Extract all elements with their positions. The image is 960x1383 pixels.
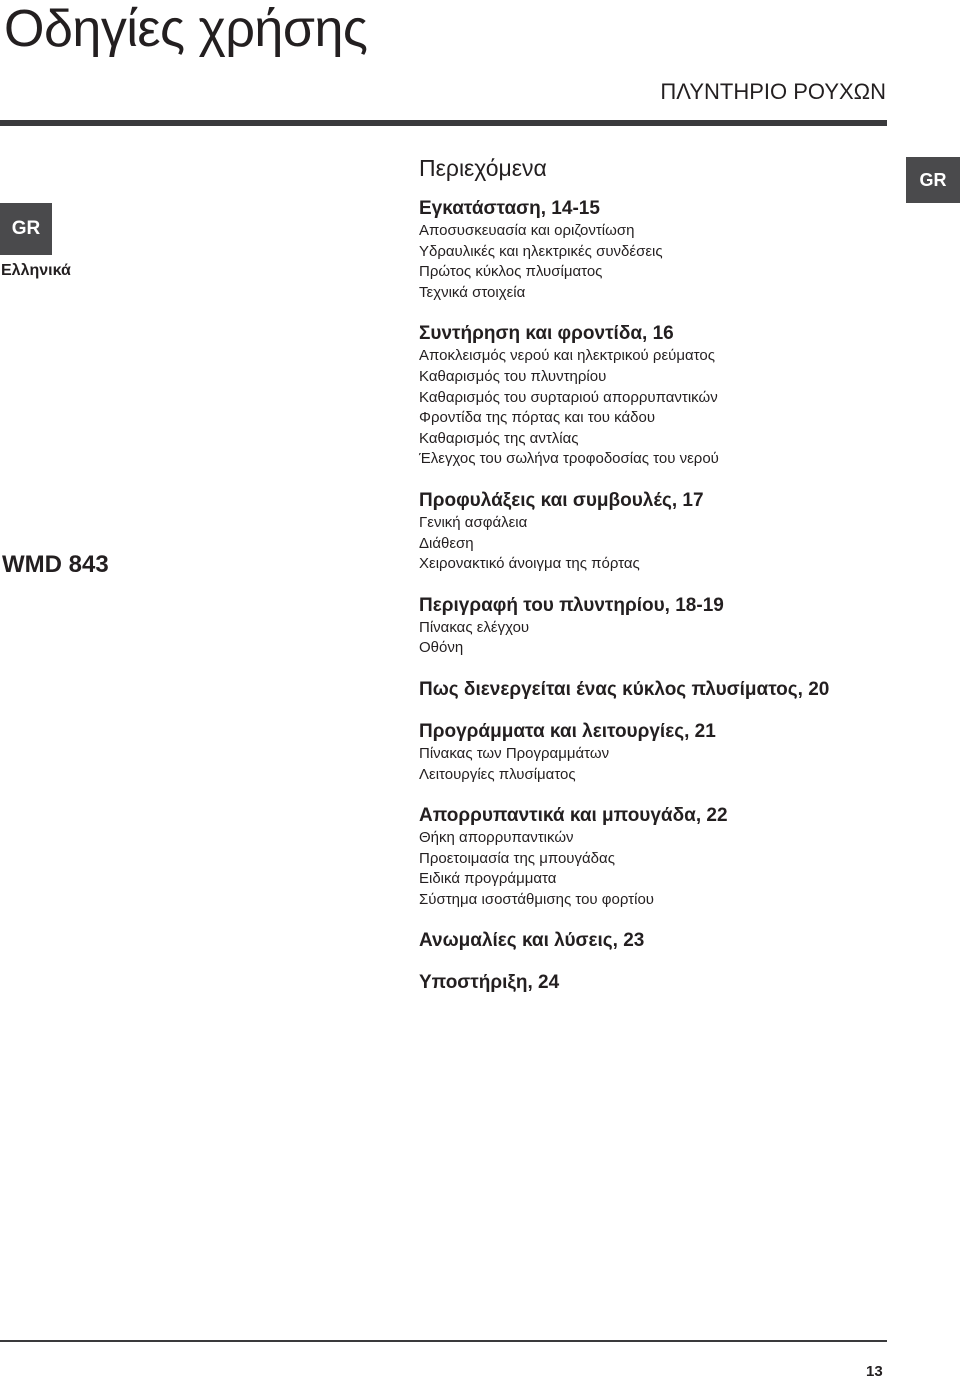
toc-item[interactable]: Γενική ασφάλεια <box>419 513 528 531</box>
toc-item[interactable]: Αποσυσκευασία και οριζοντίωση <box>419 222 635 239</box>
toc-item[interactable]: Τεχνικά στοιχεία <box>419 283 526 301</box>
toc-item[interactable]: Αποκλεισμός νερού και ηλεκτρικού ρεύματος <box>419 347 715 365</box>
toc-item[interactable]: Πρώτος κύκλος πλυσίματος <box>419 263 603 281</box>
toc-section <box>419 595 889 659</box>
language-name: Ελληνικά <box>1 262 71 279</box>
toc-section-title[interactable]: Πως διενεργείται ένας κύκλος πλυσίματος, 20 <box>419 678 830 700</box>
toc-item[interactable]: Λειτουργίες πλυσίματος <box>419 765 576 783</box>
language-tab: GR <box>906 157 960 203</box>
toc-item[interactable]: Καθαρισμός του συρταριού απορρυπαντικών <box>419 388 718 406</box>
toc-section <box>419 721 889 785</box>
product-type-subtitle: ΠΛΥΝΤΗΡΙΟ ΡΟΥΧΩΝ <box>660 79 886 104</box>
toc-section-title[interactable]: Απορρυπαντικά και μπουγάδα, 22 <box>419 805 728 827</box>
toc-section-title[interactable]: Συντήρηση και φροντίδα, 16 <box>419 323 674 345</box>
toc-section-title[interactable]: Περιγραφή του πλυντηρίου, 18-19 <box>419 594 724 616</box>
header-rule <box>0 120 887 126</box>
toc-item[interactable]: Προετοιμασία της μπουγάδας <box>419 849 615 867</box>
toc-item[interactable]: Διάθεση <box>419 534 474 552</box>
model-name: WMD 843 <box>2 551 109 578</box>
toc-section-title[interactable]: Προγράμματα και λειτουργίες, 21 <box>419 720 716 742</box>
toc-item[interactable]: Φροντίδα της πόρτας και του κάδου <box>419 409 656 427</box>
footer-rule <box>0 1340 887 1342</box>
toc-section <box>419 679 889 701</box>
language-badge: GR <box>0 203 52 255</box>
toc-item[interactable]: Οθόνη <box>419 639 464 657</box>
toc-section <box>419 930 889 952</box>
toc-item[interactable]: Καθαρισμός του πλυντηρίου <box>419 367 607 385</box>
toc-sections <box>419 198 889 994</box>
document-title: Οδηγίες χρήσης <box>4 0 368 58</box>
toc-section-title[interactable]: Υποστήριξη, 24 <box>419 972 560 994</box>
toc-section-title[interactable]: Προφυλάξεις και συμβουλές, 17 <box>419 489 704 511</box>
toc-item[interactable]: Υδραυλικές και ηλεκτρικές συνδέσεις <box>419 242 663 260</box>
toc-section <box>419 805 889 910</box>
toc-section <box>419 198 889 303</box>
page-number: 13 <box>866 1363 883 1380</box>
toc-section <box>419 490 889 575</box>
toc-section-title[interactable]: Εγκατάσταση, 14-15 <box>419 198 600 219</box>
toc-item[interactable]: Πίνακας των Προγραμμάτων <box>419 744 610 762</box>
table-of-contents <box>419 154 889 1014</box>
toc-section <box>419 972 889 994</box>
toc-item[interactable]: Πίνακας ελέγχου <box>419 618 530 636</box>
toc-item[interactable]: Έλεγχος του σωλήνα τροφοδοσίας του νερού <box>419 450 719 468</box>
toc-heading: Περιεχόμενα <box>419 155 547 181</box>
toc-item[interactable]: Χειρονακτικό άνοιγμα της πόρτας <box>419 555 640 573</box>
toc-item[interactable]: Καθαρισμός της αντλίας <box>419 429 579 447</box>
toc-item[interactable]: Θήκη απορρυπαντικών <box>419 829 574 847</box>
toc-section-title[interactable]: Ανωμαλίες και λύσεις, 23 <box>419 930 645 952</box>
toc-item[interactable]: Σύστημα ισοστάθμισης του φορτίου <box>419 890 654 908</box>
toc-section <box>419 323 889 470</box>
toc-item[interactable]: Ειδικά προγράμματα <box>419 870 557 888</box>
